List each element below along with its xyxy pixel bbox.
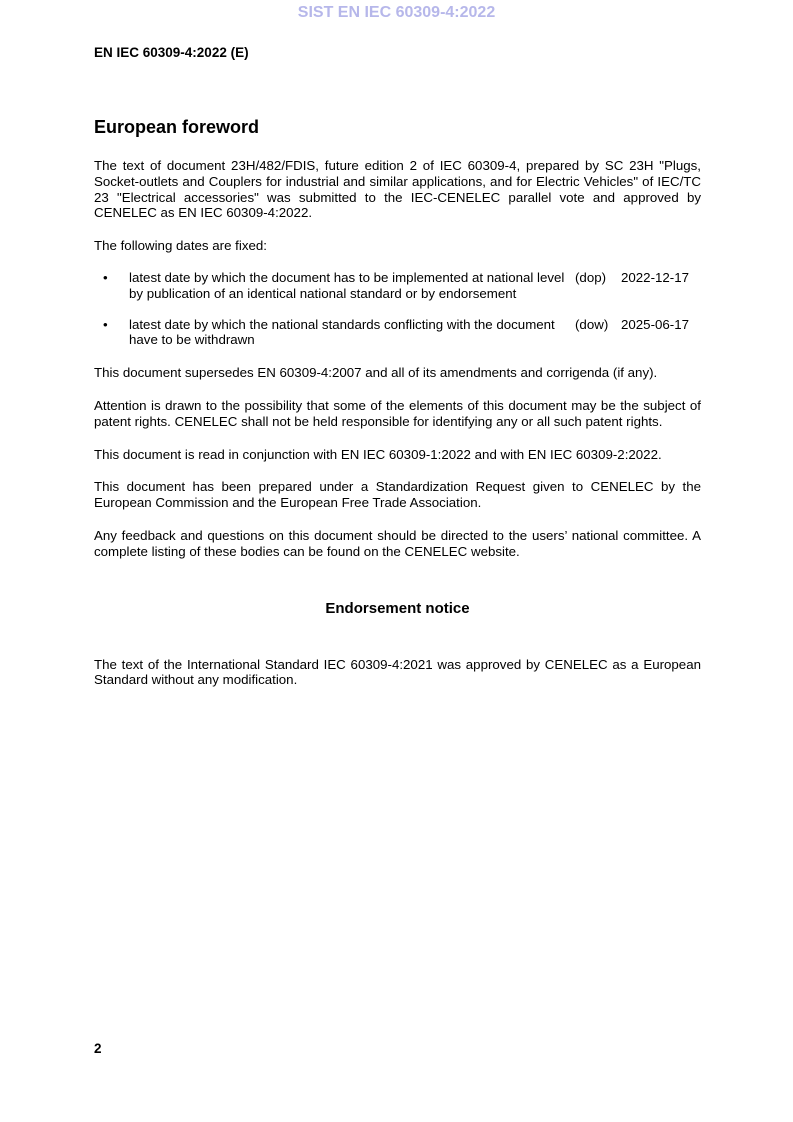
foreword-title: European foreword — [94, 117, 260, 137]
conjunction-paragraph: This document is read in conjunction with EN IEC 60309-1:2022 and with EN IEC 60309-2:2022. — [94, 446, 662, 462]
dow-date: 2025-06-17 — [621, 316, 690, 332]
page-number: 2 — [94, 1041, 102, 1056]
standardization-request-paragraph: This document has been prepared under a Standardization Request given to CENELEC by the European Commission and the European Free Trade Association. — [94, 479, 701, 511]
watermark-text: SIST EN IEC 60309-4:2022 — [297, 4, 496, 21]
dop-date: 2022-12-17 — [621, 269, 690, 285]
page-content — [94, 0, 701, 688]
supersedes-paragraph: This document supersedes EN 60309-4:2007 and all of its amendments and corrigenda (if any). — [94, 365, 658, 381]
list-item-dop — [94, 270, 701, 302]
endorsement-title: Endorsement notice — [325, 599, 470, 617]
dop-text: latest date by which the document has to be implemented at national level by publication of an identical national standard or by endorsement — [129, 269, 565, 301]
bullet-icon: • — [103, 316, 108, 332]
document-reference: EN IEC 60309-4:2022 (E) — [94, 45, 249, 60]
list-item-dow — [94, 317, 701, 349]
endorsement-paragraph: The text of the International Standard IEC 60309-4:2021 was approved by CENELEC as a European Standard without any modification. — [94, 656, 701, 688]
dop-label: (dop) — [575, 269, 607, 285]
dow-text: latest date by which the national standards conflicting with the document have to be withdrawn — [129, 316, 555, 348]
patent-attention-paragraph: Attention is drawn to the possibility that some of the elements of this document may be the subject of patent rights. CENELEC shall not be held responsible for identifying any or all such patent rights. — [94, 397, 701, 429]
dates-intro: The following dates are fixed: — [94, 238, 267, 254]
bullet-icon: • — [103, 269, 108, 285]
dow-label: (dow) — [575, 316, 609, 332]
foreword-intro-paragraph: The text of document 23H/482/FDIS, future edition 2 of IEC 60309-4, prepared by SC 23H "Plugs, Socket-outlets and Couplers for industrial and similar applications, and for Electric Vehicles" of IEC/TC 23 "Electrical accessories" was submitted to the IEC-CENELEC parallel vote and approved by CENELEC as EN IEC 60309-4:2022. — [94, 158, 701, 221]
feedback-paragraph: Any feedback and questions on this document should be directed to the users’ national committee. A complete listing of these bodies can be found on the CENELEC website. — [94, 527, 701, 559]
